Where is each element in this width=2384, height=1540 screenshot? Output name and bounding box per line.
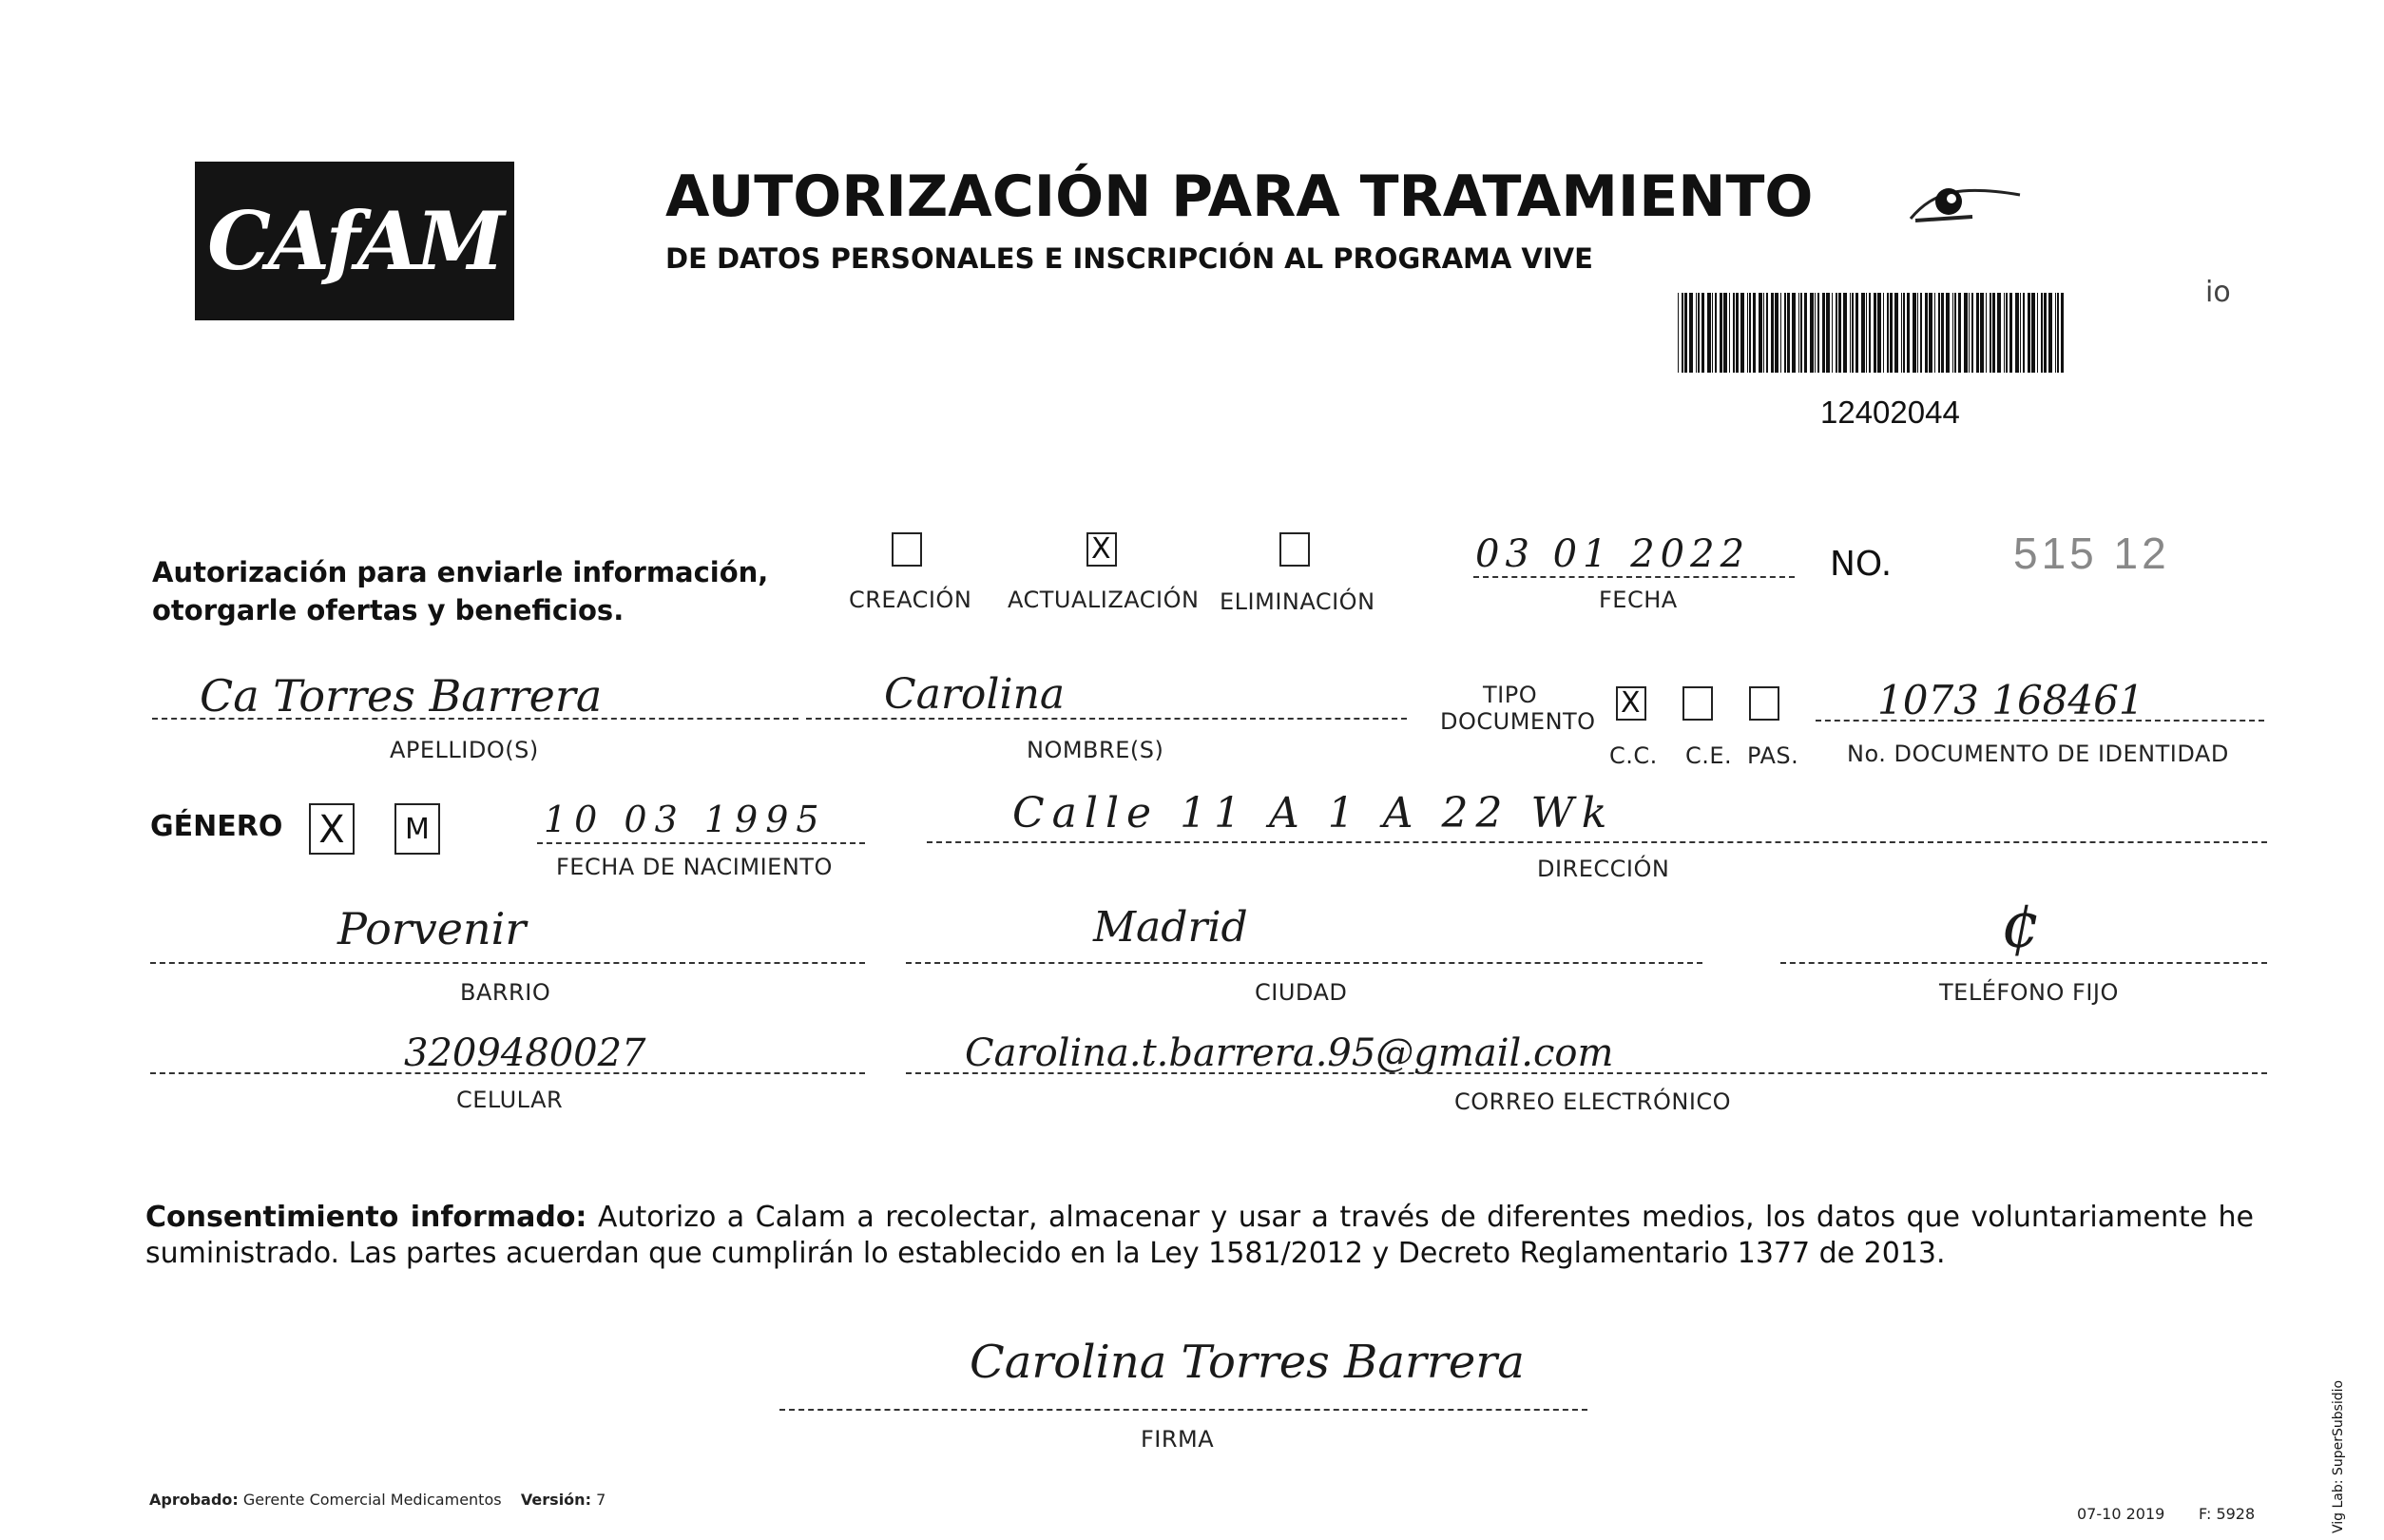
nombres-label: NOMBRE(S) xyxy=(1027,737,1164,763)
barcode-bar xyxy=(1883,293,1884,373)
barcode-bar xyxy=(1771,293,1774,373)
barcode-bar xyxy=(2028,293,2030,373)
barcode-bar xyxy=(1920,293,1922,373)
barcode-bar xyxy=(2023,293,2025,373)
barcode-bar xyxy=(2004,293,2005,373)
barcode-bar xyxy=(2055,293,2056,373)
barcode-bar xyxy=(1766,293,1768,373)
fecha-label: FECHA xyxy=(1599,587,1678,613)
barcode-bar xyxy=(1715,293,1717,373)
no-label: NO. xyxy=(1830,545,1893,584)
tipo-label-1: TIPO xyxy=(1483,682,1538,708)
actualizacion-checkbox[interactable] xyxy=(1086,532,1117,567)
barcode-bar xyxy=(1749,293,1751,373)
apellidos-underline xyxy=(152,718,798,720)
barcode-bar xyxy=(1701,293,1704,373)
barcode-bar xyxy=(2044,293,2047,373)
eliminacion-label: ELIMINACIÓN xyxy=(1220,588,1375,615)
barcode-bar xyxy=(1720,293,1722,373)
actualizacion-label: ACTUALIZACIÓN xyxy=(1008,587,1200,613)
form-subtitle: DE DATOS PERSONALES E INSCRIPCIÓN AL PROGRAMA VIVE xyxy=(665,242,1593,275)
documento-value[interactable]: 1073 168461 xyxy=(1877,677,2144,723)
barcode-bar xyxy=(1678,293,1679,373)
barcode-bar xyxy=(1775,293,1778,373)
barcode-bar xyxy=(1698,293,1700,373)
signature-underline xyxy=(779,1409,1587,1411)
barcode-number: 12402044 xyxy=(1820,395,1960,430)
celular-label: CELULAR xyxy=(456,1087,564,1113)
barcode-bar xyxy=(1753,293,1756,373)
ce-label: C.E. xyxy=(1685,742,1733,769)
consent-paragraph xyxy=(145,1200,2254,1272)
barcode-bar xyxy=(1890,293,1893,373)
barcode-bar xyxy=(1838,293,1841,373)
barcode-bar xyxy=(1682,293,1683,373)
barcode-bar xyxy=(2015,293,2019,373)
aprobado-value: Gerente Comercial Medicamentos xyxy=(242,1491,502,1509)
creacion-checkbox[interactable] xyxy=(892,532,922,567)
barcode-bar xyxy=(1780,293,1781,373)
direccion-label: DIRECCIÓN xyxy=(1537,856,1670,882)
authorization-line-2: otorgarle ofertas y beneficios. xyxy=(152,594,625,626)
telefono-label: TELÉFONO FIJO xyxy=(1939,979,2119,1006)
barrio-value[interactable]: Porvenir xyxy=(337,903,527,954)
barcode-bar xyxy=(1990,293,1991,373)
barcode-bar xyxy=(1689,293,1693,373)
version-label: Versión: xyxy=(520,1491,591,1509)
fecha-value[interactable]: 03 01 2022 xyxy=(1475,532,1751,576)
signature-value[interactable]: Carolina Torres Barrera xyxy=(970,1336,1525,1389)
barcode-bar xyxy=(1826,293,1830,373)
barcode-bar xyxy=(1938,293,1940,373)
footer-date-code: 07-10 2019 xyxy=(2077,1505,2165,1523)
barcode-bar xyxy=(2048,293,2052,373)
barcode-bar xyxy=(1997,293,2001,373)
barcode-bar xyxy=(2020,293,2021,373)
ce-checkbox[interactable] xyxy=(1682,686,1713,721)
apellidos-label: APELLIDO(S) xyxy=(390,737,539,763)
barcode-bar xyxy=(1832,293,1833,373)
barcode-bar xyxy=(1986,293,1987,373)
barcode-bar xyxy=(1901,293,1902,373)
barcode-bar xyxy=(1861,293,1865,373)
barcode-bar xyxy=(1894,293,1898,373)
barcode-bar xyxy=(1929,293,1932,373)
barcode-bar xyxy=(1903,293,1905,373)
tipo-label-2: DOCUMENTO xyxy=(1440,708,1596,735)
barcode-bar xyxy=(2061,293,2064,373)
barcode-bar xyxy=(1763,293,1764,373)
barcode-bar xyxy=(1958,293,1961,373)
no-value: 515 12 xyxy=(2013,529,2170,578)
direccion-value[interactable]: Calle 11 A 1 A 22 Wk xyxy=(1012,789,1615,837)
eliminacion-checkbox[interactable] xyxy=(1279,532,1310,567)
barcode-bar xyxy=(1740,293,1744,373)
barcode-bar xyxy=(1836,293,1837,373)
telefono-underline xyxy=(1780,962,2267,964)
nombres-underline xyxy=(806,718,1407,720)
barcode-bar xyxy=(1969,293,1970,373)
genero-m-mark: M xyxy=(405,813,430,846)
barcode-bar xyxy=(1798,293,1799,373)
barcode-bar xyxy=(1954,293,1956,373)
celular-underline xyxy=(150,1072,865,1074)
celular-value[interactable]: 3209480027 xyxy=(404,1031,646,1075)
barcode-bar xyxy=(2037,293,2038,373)
pas-checkbox[interactable] xyxy=(1749,686,1779,721)
barcode-bar xyxy=(1907,293,1910,373)
footer-form-code: F: 5928 xyxy=(2199,1505,2256,1523)
barcode-bar xyxy=(2006,293,2008,373)
ciudad-label: CIUDAD xyxy=(1255,979,1348,1006)
version-value: 7 xyxy=(596,1491,606,1509)
direccion-underline xyxy=(927,841,2267,843)
documento-underline xyxy=(1816,720,2264,722)
consent-heading: Consentimiento informado: xyxy=(145,1201,587,1234)
barcode-bar xyxy=(1696,293,1697,373)
barcode-bar xyxy=(1810,293,1814,373)
genero-label: GÉNERO xyxy=(150,810,283,843)
barcode-bar xyxy=(2057,293,2059,373)
barcode-bar xyxy=(1723,293,1727,373)
vertical-stamp-text: Vig Lab: SuperSubsidio xyxy=(2331,1379,2346,1533)
cc-label: C.C. xyxy=(1609,742,1658,769)
pas-label: PAS. xyxy=(1747,742,1799,769)
form-title: AUTORIZACIÓN PARA TRATAMIENTO xyxy=(665,164,1814,230)
barcode xyxy=(1678,293,2066,373)
barcode-bar xyxy=(1877,293,1881,373)
barcode-bar xyxy=(1733,293,1735,373)
barrio-label: BARRIO xyxy=(460,979,551,1006)
barcode-bar xyxy=(2041,293,2043,373)
footer-approval xyxy=(149,1491,606,1509)
consent-text: Autorizo a Calam a recolectar, almacenar y usar a través de diferentes medios, los datos que voluntariamente he suministrado. Las partes acuerdan que cumplirán lo establecido en la Ley 1581/2012 y Decreto Reglamentario 1377 de 2013. xyxy=(145,1201,2254,1270)
barcode-bar xyxy=(2031,293,2035,373)
barcode-bar xyxy=(1917,293,1918,373)
barcode-bar xyxy=(1822,293,1825,373)
barcode-bar xyxy=(1946,293,1950,373)
barcode-bar xyxy=(1736,293,1739,373)
barcode-bar xyxy=(1887,293,1889,373)
authorization-text xyxy=(152,553,768,629)
barcode-bar xyxy=(1792,293,1796,373)
eye-stamp-icon xyxy=(1906,171,2029,228)
barcode-bar xyxy=(1712,293,1713,373)
correo-label: CORREO ELECTRÓNICO xyxy=(1454,1088,1732,1115)
signature-label: FIRMA xyxy=(1141,1426,1215,1453)
barcode-bar xyxy=(1992,293,1995,373)
barcode-bar xyxy=(1980,293,1984,373)
barcode-bar xyxy=(1784,293,1786,373)
vertical-stamp xyxy=(2324,1321,2345,1540)
barcode-bar xyxy=(1787,293,1790,373)
barrio-underline xyxy=(150,962,865,964)
nacimiento-value[interactable]: 10 03 1995 xyxy=(544,799,827,840)
aprobado-label: Aprobado: xyxy=(149,1491,239,1509)
barcode-bar xyxy=(1747,293,1748,373)
barcode-bar xyxy=(1913,293,1916,373)
barcode-bar xyxy=(1800,293,1802,373)
barcode-bar xyxy=(2009,293,2012,373)
apellidos-value[interactable]: Ca Torres Barrera xyxy=(200,670,603,722)
fecha-underline xyxy=(1473,576,1795,578)
barcode-bar xyxy=(1925,293,1928,373)
barcode-bar xyxy=(1964,293,1968,373)
barcode-bar xyxy=(1815,293,1816,373)
barcode-bar xyxy=(1707,293,1711,373)
barcode-bar xyxy=(1684,293,1687,373)
barcode-bar xyxy=(1850,293,1851,373)
authorization-line-1: Autorización para enviarle información, xyxy=(152,556,769,588)
documento-label: No. DOCUMENTO DE IDENTIDAD xyxy=(1847,741,2229,767)
cafam-logo xyxy=(195,162,514,320)
barcode-bar xyxy=(1817,293,1819,373)
barcode-bar xyxy=(1941,293,1944,373)
barcode-bar xyxy=(1804,293,1807,373)
creacion-label: CREACIÓN xyxy=(849,587,972,613)
correo-value[interactable]: Carolina.t.barrera.95@gmail.com xyxy=(965,1031,1614,1075)
nombres-value[interactable]: Carolina xyxy=(884,670,1066,719)
barcode-bar xyxy=(1866,293,1867,373)
correo-underline xyxy=(906,1072,2267,1074)
barcode-bar xyxy=(1971,293,1973,373)
telefono-value[interactable]: ¢ xyxy=(2001,889,2041,962)
barcode-bar xyxy=(1855,293,1858,373)
barcode-bar xyxy=(1976,293,1979,373)
nacimiento-underline xyxy=(537,842,865,844)
barcode-bar xyxy=(1952,293,1953,373)
barcode-bar xyxy=(1852,293,1854,373)
genero-m-checkbox[interactable] xyxy=(394,803,440,855)
barcode-bar xyxy=(1874,293,1876,373)
barcode-bar xyxy=(1869,293,1871,373)
nacimiento-label: FECHA DE NACIMIENTO xyxy=(556,854,833,880)
barcode-bar xyxy=(1759,293,1762,373)
genero-f-mark: X xyxy=(318,808,345,852)
logo-text: CAfAM xyxy=(207,194,502,288)
ciudad-value[interactable]: Madrid xyxy=(1093,903,1248,952)
cc-checkbox[interactable] xyxy=(1616,686,1646,721)
barcode-bar xyxy=(1934,293,1935,373)
side-mark: io xyxy=(2205,276,2231,309)
ciudad-underline xyxy=(906,962,1702,964)
barcode-bar xyxy=(1843,293,1847,373)
barcode-bar xyxy=(1729,293,1730,373)
genero-f-checkbox[interactable] xyxy=(309,803,355,855)
